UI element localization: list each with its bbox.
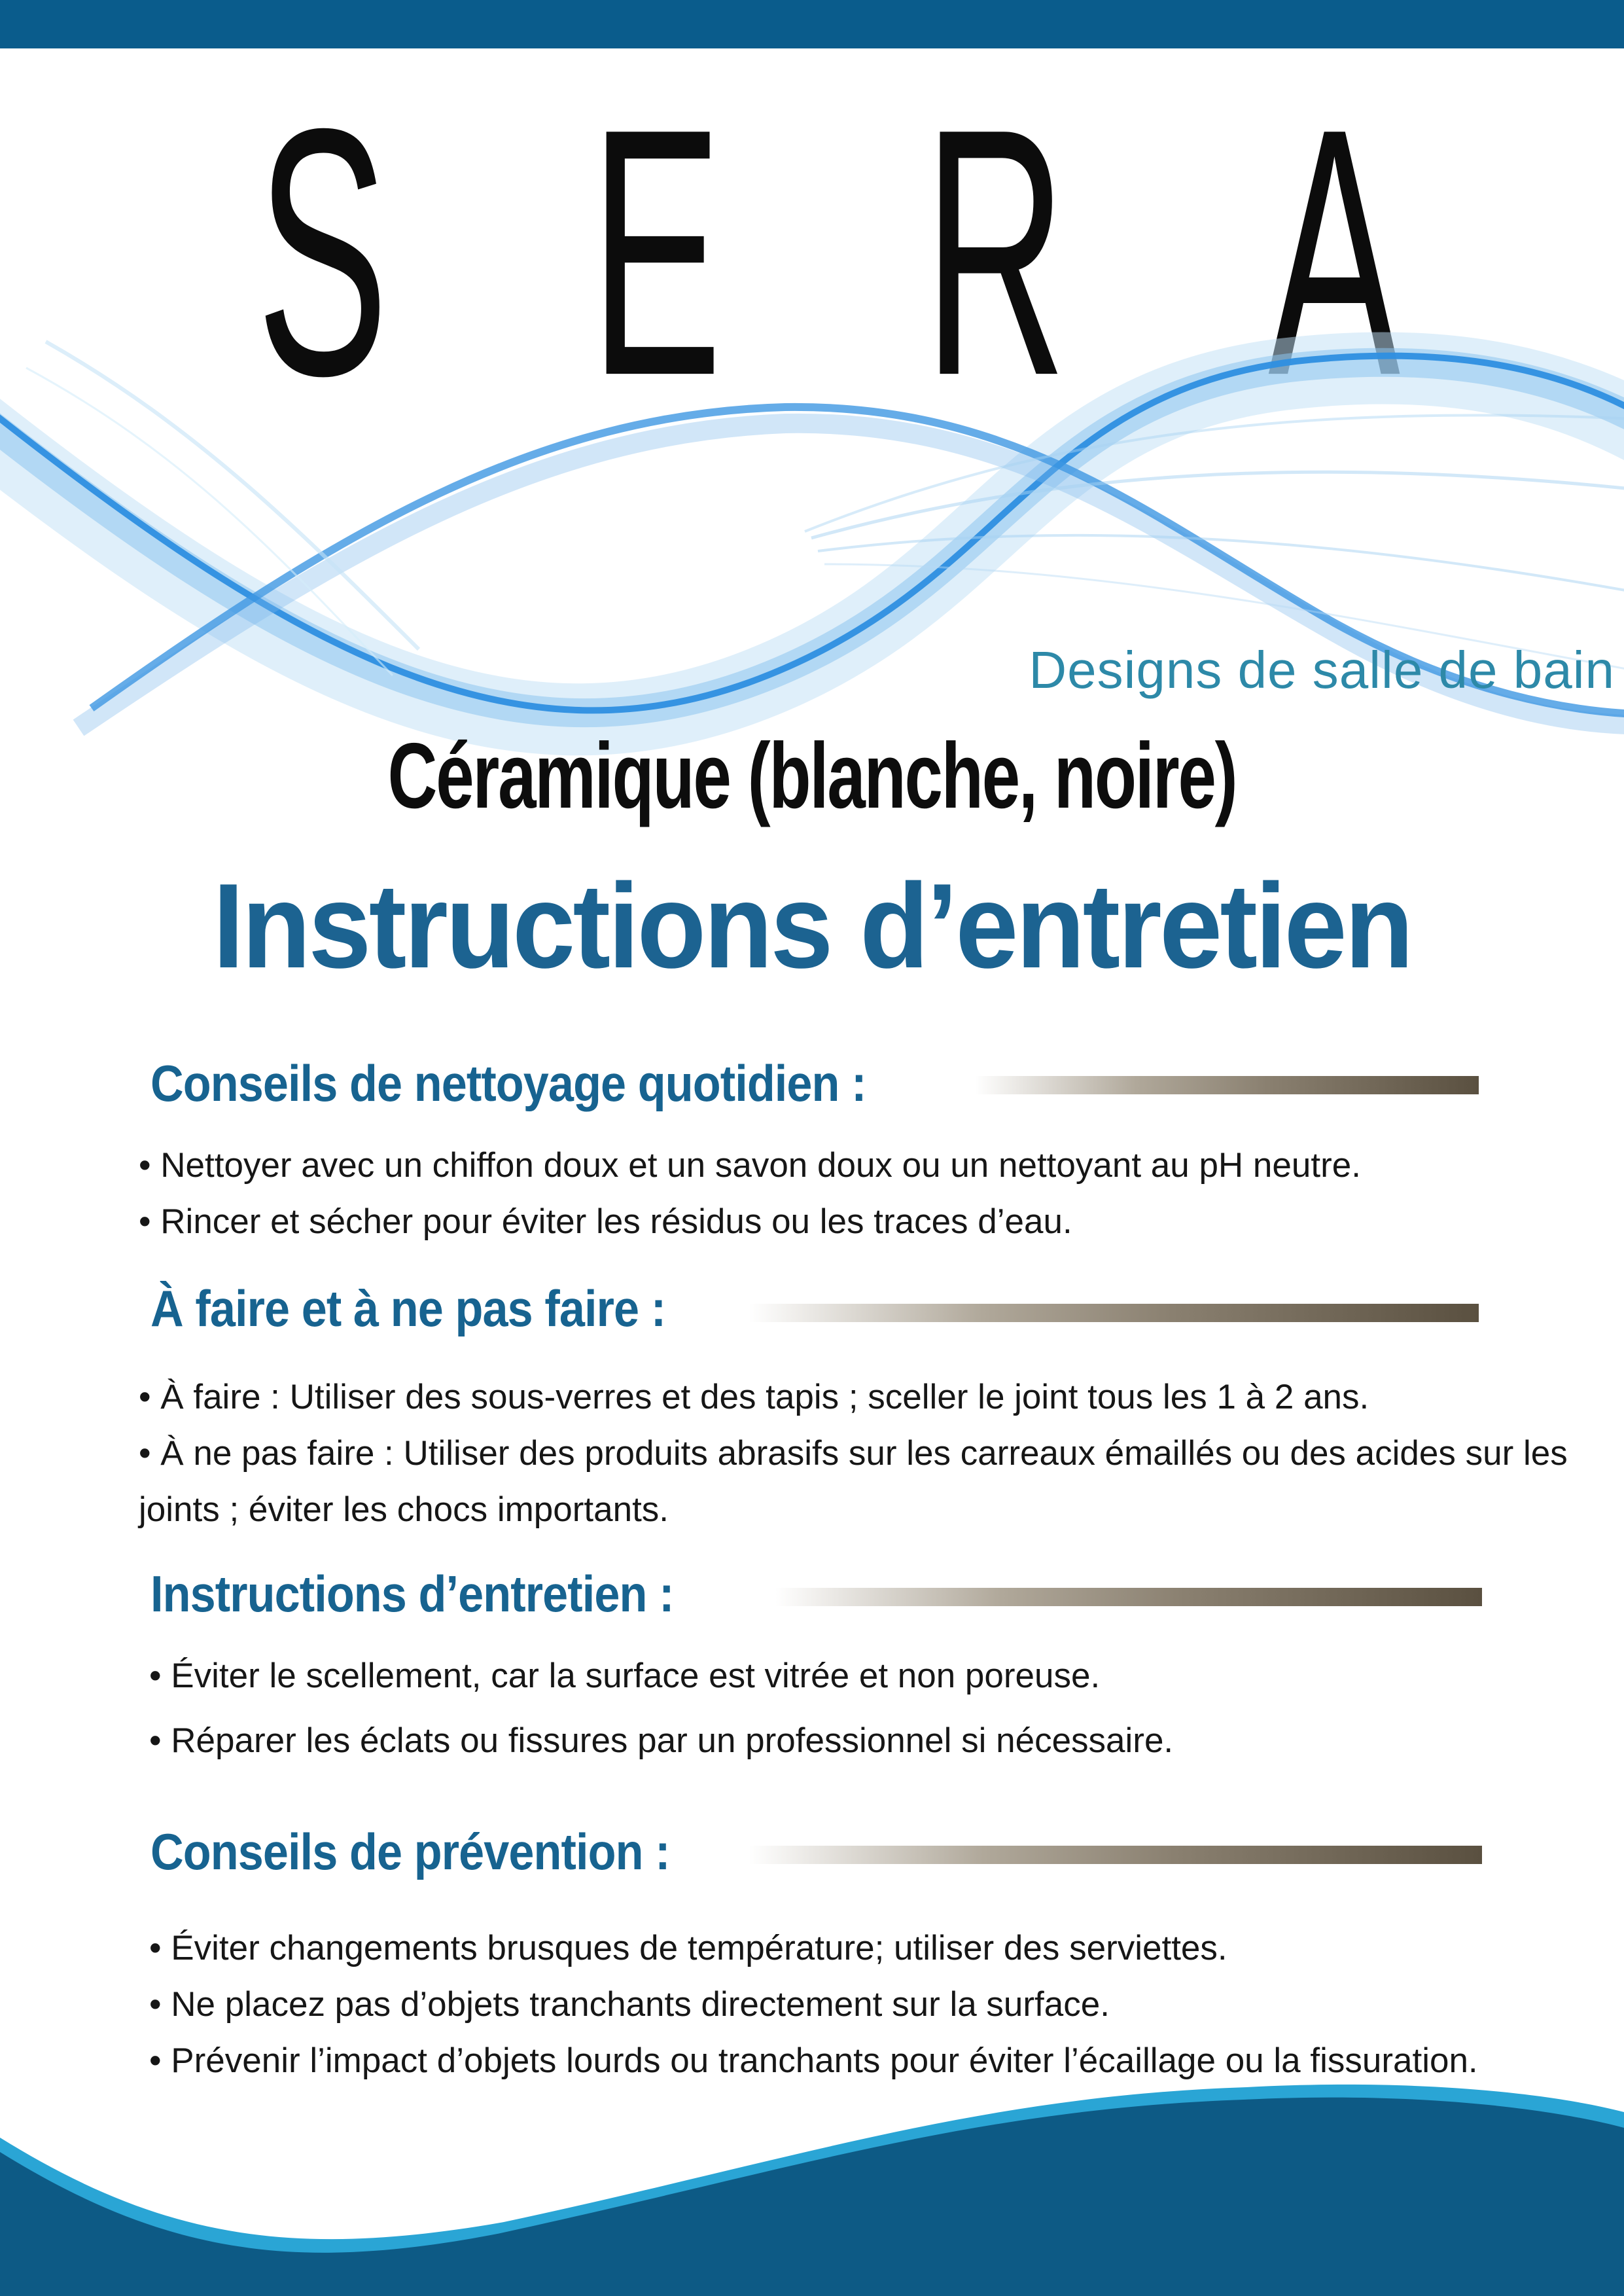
- page-title: Instructions d’entretien: [213, 858, 1411, 993]
- section-heading: À faire et à ne pas faire :: [150, 1280, 666, 1337]
- bullet-item: • Ne placez pas d’objets tranchants directement sur la surface.: [149, 1977, 1621, 2033]
- bullet-item: • Nettoyer avec un chiffon doux et un savon doux ou un nettoyant au pH neutre.: [139, 1138, 1615, 1194]
- bullet-list: [139, 1369, 1616, 1538]
- footer-wave-light: [0, 2085, 1624, 2296]
- bullet-item: • À faire : Utiliser des sous-verres et des tapis ; sceller le joint tous les 1 à 2 ans.: [139, 1369, 1616, 1426]
- bullet-item: • Éviter changements brusques de température; utiliser des serviettes.: [149, 1920, 1621, 1977]
- brand-tagline: Designs de salle de bain: [1029, 641, 1615, 699]
- bullet-item: • Éviter le scellement, car la surface est vitrée et non poreuse.: [149, 1648, 1615, 1704]
- product-subtitle: Céramique (blanche, noire): [387, 724, 1237, 828]
- wave-strand-2: [811, 472, 1624, 538]
- top-accent-bar: [0, 0, 1624, 48]
- brand-logo-text: SERA: [256, 56, 1602, 450]
- footer-wave-dark: [0, 2098, 1624, 2296]
- heading-underline-bar: [975, 1076, 1479, 1094]
- bullet-list: [149, 1920, 1621, 2089]
- bullet-item: • Rincer et sécher pour éviter les résidus ou les traces d’eau.: [139, 1194, 1615, 1250]
- bullet-list: [149, 1648, 1615, 1769]
- footer-wave-graphic: [0, 2070, 1624, 2296]
- section-heading: Instructions d’entretien :: [150, 1565, 674, 1623]
- section-heading: Conseils de prévention :: [150, 1823, 670, 1880]
- section-heading: Conseils de nettoyage quotidien :: [150, 1054, 866, 1112]
- wave-strand-3: [818, 535, 1624, 597]
- bullet-list: [139, 1138, 1615, 1250]
- heading-underline-bar: [749, 1846, 1482, 1864]
- heading-underline-bar: [749, 1304, 1479, 1322]
- bullet-item: • Prévenir l’impact d’objets lourds ou tranchants pour éviter l’écaillage ou la fissuration.: [149, 2033, 1621, 2089]
- bullet-item: • Réparer les éclats ou fissures par un professionnel si nécessaire.: [149, 1713, 1615, 1769]
- bullet-item: • À ne pas faire : Utiliser des produits abrasifs sur les carreaux émaillés ou des acides sur les joints ; éviter les chocs importants.: [139, 1426, 1616, 1538]
- heading-underline-bar: [775, 1588, 1482, 1606]
